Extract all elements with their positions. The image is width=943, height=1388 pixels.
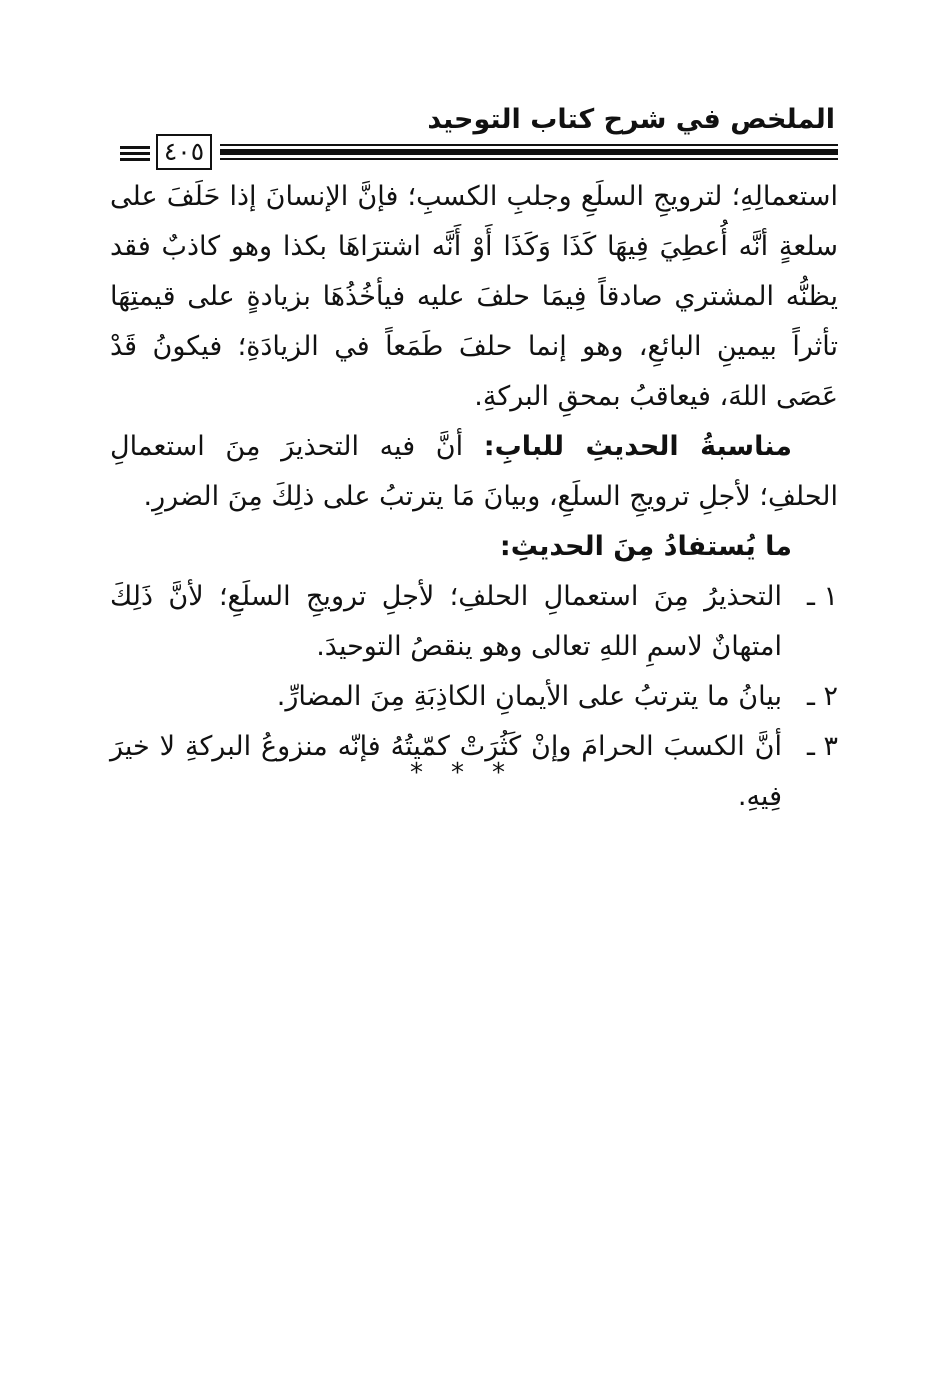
section-separator: ***	[410, 758, 533, 788]
list-item-text: بيانُ ما يترتبُ على الأيمانِ الكاذِبَةِ مِنَ المضارِّ.	[276, 681, 782, 712]
relevance-text: أنَّ فيه التحذيرَ مِنَ استعمالِ الحلفِ؛ لأجلِ ترويجِ السلَعِ، وبيانَ مَا يترتبُ على ذلِكَ مِنَ الضررِ.	[110, 431, 838, 512]
header-rule	[120, 142, 838, 166]
list-item-number: ١ ـ	[806, 581, 838, 612]
body-paragraph: استعمالِهِ؛ لترويجِ السلَعِ وجلبِ الكسبِ؛ فإنَّ الإنسانَ إذا حَلَفَ على سلعةٍ أنَّه أُعطِيَ فِيهَا كَذَا وَكَذَا أَوْ أَنَّه اشترَاهَا بكذا وهو كاذبٌ فقد يظنُّه المشتري صادقاً فِيمَا حلفَ عليه فيأخُذُهَا بزيادةٍ على قيمتِهَا تأثراً بيمينِ البائعِ، وهو إنما حلفَ طَمَعاً في الزيادَةِ؛ فيكونُ قَدْ عَصَى اللهَ، فيعاقبُ بمحقِ البركةِ.	[110, 181, 838, 412]
list-item	[110, 672, 838, 722]
relevance-paragraph	[110, 422, 838, 522]
list-item-number: ٢ ـ	[806, 681, 838, 712]
page-header-title: الملخص في شرح كتاب التوحيد	[427, 104, 835, 135]
list-item-number: ٣ ـ	[806, 731, 838, 762]
list-item-text: التحذيرُ مِنَ استعمالِ الحلفِ؛ لأجلِ ترويجِ السلَعِ؛ لأنَّ ذَلِكَ امتهانٌ لاسمِ اللهِ تعالى وهو ينقصُ التوحيدَ.	[110, 581, 782, 662]
relevance-label: مناسبةُ الحديثِ للبابِ:	[483, 431, 792, 462]
list-item	[110, 572, 838, 672]
benefits-heading: ما يُستفادُ مِنَ الحديثِ:	[499, 531, 792, 562]
list-item-text: أنَّ الكسبَ الحرامَ وإنْ كَثُرَتْ كمّيتُهُ فإنّه منزوعُ البركةِ لا خيرَ فِيهِ.	[110, 731, 782, 812]
page-body	[110, 172, 838, 822]
page-number: ٤٠٥	[156, 134, 212, 170]
